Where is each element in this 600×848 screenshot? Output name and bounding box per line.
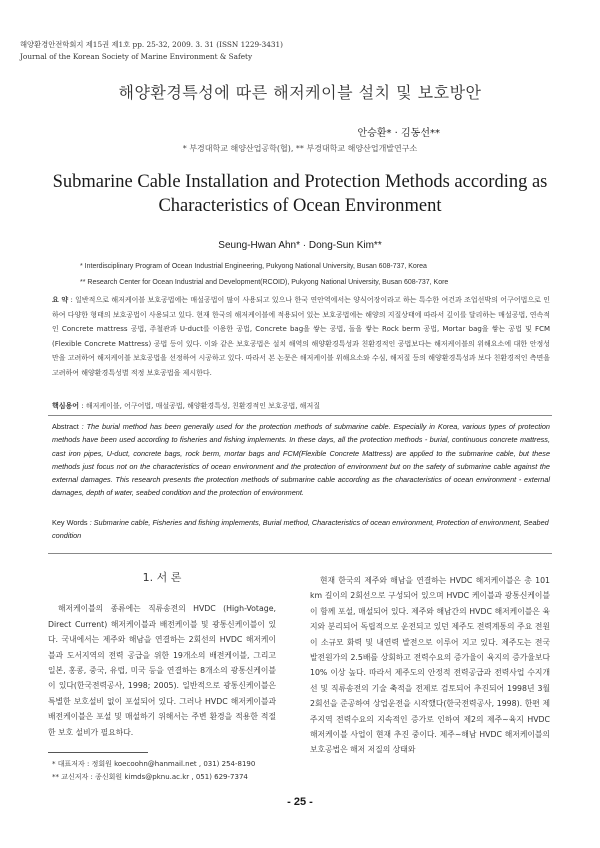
body-column-left: [48, 570, 276, 740]
english-title-line1: Submarine Cable Installation and Protection Methods according as: [52, 172, 548, 192]
footnote-first-author: * 대표저자 : 정회원 koecoohn@hanmail.net , 031) 254-8190: [52, 760, 256, 768]
korean-keywords-text: : 해저케이블, 어구어법, 매설공법, 해양환경특성, 친환경적인 보호공법, 해저질: [79, 402, 320, 410]
english-authors: Seung-Hwan Ahn* · Dong-Sun Kim**: [218, 240, 382, 251]
korean-keywords: [52, 401, 550, 411]
divider-bottom: [48, 553, 552, 554]
korean-abstract-label: 요 약: [52, 296, 69, 304]
footnote-divider: [48, 752, 148, 753]
journal-citation: 해양환경안전학회지 제15권 제1호 pp. 25-32, 2009. 3. 31 (ISSN 1229-3431): [20, 40, 284, 49]
english-abstract-label: Abstract: [52, 422, 79, 431]
korean-authors: 안승환* · 김동선**: [357, 128, 440, 139]
english-keywords: [52, 516, 550, 542]
english-keywords-label: Key Words: [52, 518, 88, 527]
english-abstract: [52, 420, 550, 500]
korean-keywords-label: 핵심용어: [52, 402, 80, 410]
footnote-corresponding-author: ** 교신저자 : 종신회원 kimds@pknu.ac.kr , 051) 629-7374: [52, 773, 248, 781]
english-keywords-text: : Submarine cable, Fisheries and fishing implements, Burial method, Characteristics of ocean environment, Protection of environment, Seabed condition: [52, 518, 549, 540]
body-paragraph-1: 해저케이블의 종류에는 직류송전의 HVDC (High-Votage, Direct Current) 해저케이블과 배전케이블 및 광통신케이블이 있다. 국내에서는 제주와 해남을 연결하는 2회선의 HVDC 해저케이블과 도서지역의 전력 공급을 위한 19개소의 배전케이블, 그리고 일본, 홍콩, 중국, 유럽, 미국 등을 연결하는 8개소의 광통신케이블이 있다(한국전력공사, 1998; 2005). 일반적으로 광통신케이블은 특별한 보호설비 없이 포설되어 있다. 그러나 HVDC 해저케이블과 배전케이블은 포설 및 매설하기 위해서는 주변 환경을 적용한 적절한 보호 설비가 필요하다.: [48, 604, 276, 737]
journal-name: Journal of the Korean Society of Marine Environment & Safety: [20, 52, 253, 61]
footnotes: [52, 758, 255, 784]
body-column-right: [310, 573, 550, 758]
body-paragraph-2: 현재 한국의 제주와 해남을 연결하는 HVDC 해저케이블은 총 101 km 길이의 2회선으로 구성되어 있으며 HVDC 케이블과 광통신케이블이 함께 포설, 매설되어 있다. 제주와 해남간의 HVDC 해저케이블은 육지와 분리되어 독립적으로 운전되고 있던 제주도 전력계통의 주요 전원이 소규모 화력 및 내연력 발전으로 이루어 지고 있다. 제주도는 전국 발전원가의 2.5배를 상회하고 전력수요의 증가율이 육지의 증가율보다 10% 이상 높다. 따라서 제주도의 안정적 전력공급과 전력사업 수지개선 및 직류송전의 기술 축적을 전제로 검토되어 추진되어 1998년 3월 2회선을 준공하여 상업운전을 시작했다(한국전력공사, 1998). 한편 제주지역 전력수요의 지속적인 증가로 인하여 제2의 제주~육지 HVDC 해저케이블 사업이 현재 추진 중이다. 제주~해남 HVDC 해저케이블의 보호공법은 해저 저질의 상태와: [310, 576, 550, 755]
divider-top: [48, 415, 552, 416]
journal-header: [20, 39, 283, 63]
page-number: - 25 -: [287, 796, 313, 808]
korean-title: 해양환경특성에 따른 해저케이블 설치 및 보호방안: [118, 83, 482, 102]
korean-abstract-text: : 일반적으로 해저케이블 보호공법에는 매설공법이 많이 사용되고 있으나 한국 연안역에서는 양식어장이라고 하는 특수한 여건과 조업선박의 어구어법으로 인하여 다양한 형태의 보호공법이 사용되고 있다. 현재 한국의 해저케이블에 적용되어 있는 보호공법에는 해양의 지질상태에 따라서 깊이를 달리하는 매설공법, 연속적인 Concrete mattress 공법, 주철관과 U-duct를 이용한 공법, Concrete bag을 쌓는 공법, 돌을 쌓는 Rock berm 공법, Mortar bag을 쌓는 공법 및 FCM (Flexible Concrete Mattress) 공법 등이 있다. 이와 같은 보호공법은 설치 해역의 해양환경특성과 친환경적인 공법보다는 해저케이블의 위해요소에 대한 안정성만을 고려하여 해저케이블 보호공법을 선정하여 시공하고 있다. 따라서 본 논문은 해저케이블 위해요소와 수심, 해저질 등의 해양환경특성과 보다 친환경적인 측면을 고려하여 해양환경특성별 적정 보호공법을 제시한다.: [52, 296, 550, 377]
english-title-line2: Characteristics of Ocean Environment: [158, 196, 442, 216]
korean-affiliation: * 부경대학교 해양산업공학(협), ** 부경대학교 해양산업개발연구소: [182, 144, 418, 153]
english-abstract-text: : The burial method has been generally used for the protection methods of submarine cable. Especially in Korea, various types of protection methods have been used according to fisheries and fishing implements. In these days, all the protection methods - burial, continuous concrete mattress, cast iron pipes, U-duct, concrete bags, rock berm, mortar bags and FCM(Flexible Concrete Mattress) are applied to the submarine cable, but these methods just focus not on the characteristics of ocean environment and the protection of environment but on the safety of submarine cable against the external damages. This research presents the protection methods of submarine cable according as the characteristics of ocean environment - external damages, depth of water, seabed condition and the protection of environment.: [52, 422, 550, 498]
english-title: [0, 170, 600, 218]
english-affiliation-2: ** Research Center for Ocean Industrial and Development(RCOID), Pukyong National University, Busan 608-737, Kore: [80, 279, 449, 286]
section-heading: 1. 서 론: [142, 571, 182, 584]
english-affiliation-1: * Interdisciplinary Program of Ocean Industrial Engineering, Pukyong National University, Busan 608-737, Korea: [80, 263, 427, 270]
korean-abstract: [52, 293, 550, 380]
